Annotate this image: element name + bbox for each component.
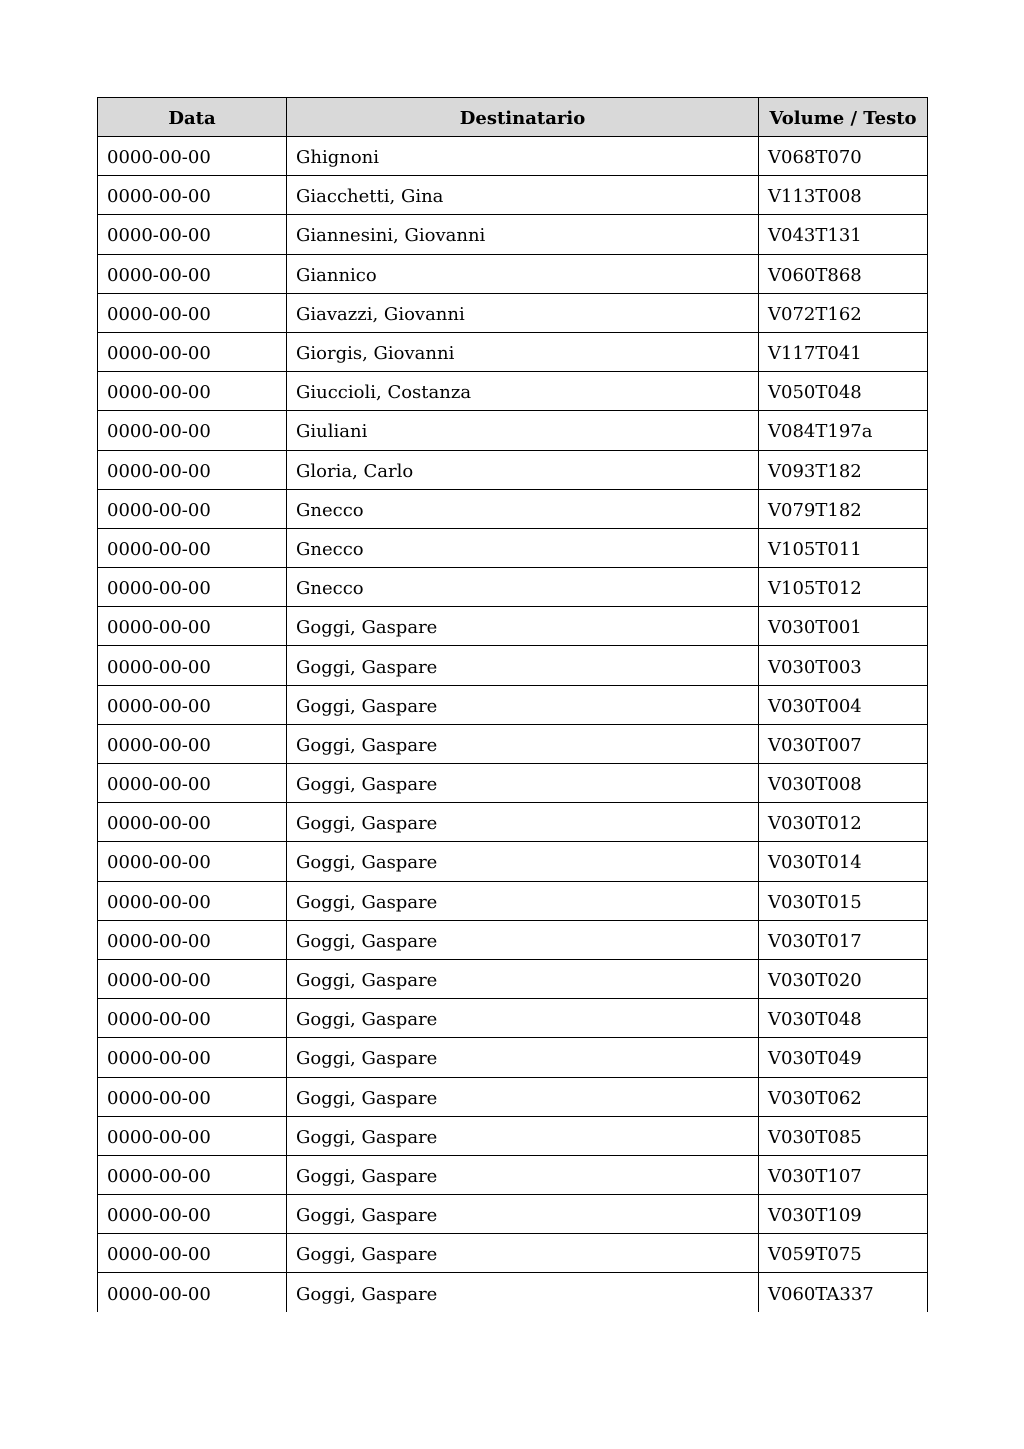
cell-recipient: Giavazzi, Giovanni	[287, 293, 759, 332]
cell-recipient: Giacchetti, Gina	[287, 176, 759, 215]
header-row	[98, 98, 928, 137]
table-row	[98, 881, 928, 920]
table-row	[98, 685, 928, 724]
table-body	[98, 137, 928, 1313]
cell-date: 0000-00-00	[98, 1077, 287, 1116]
cell-volume-text: V105T011	[759, 528, 928, 567]
cell-recipient: Gnecco	[287, 528, 759, 567]
cell-volume-text: V030T020	[759, 959, 928, 998]
cell-volume-text: V030T007	[759, 724, 928, 763]
cell-recipient: Goggi, Gaspare	[287, 999, 759, 1038]
cell-volume-text: V060T868	[759, 254, 928, 293]
cell-recipient: Gnecco	[287, 568, 759, 607]
cell-recipient: Goggi, Gaspare	[287, 1234, 759, 1273]
cell-recipient: Goggi, Gaspare	[287, 1038, 759, 1077]
cell-date: 0000-00-00	[98, 1195, 287, 1234]
table-row	[98, 1116, 928, 1155]
cell-volume-text: V030T008	[759, 764, 928, 803]
cell-date: 0000-00-00	[98, 1273, 287, 1312]
table-row	[98, 959, 928, 998]
table-row	[98, 450, 928, 489]
cell-volume-text: V059T075	[759, 1234, 928, 1273]
cell-date: 0000-00-00	[98, 920, 287, 959]
cell-date: 0000-00-00	[98, 450, 287, 489]
table-row	[98, 920, 928, 959]
cell-date: 0000-00-00	[98, 528, 287, 567]
cell-date: 0000-00-00	[98, 881, 287, 920]
cell-date: 0000-00-00	[98, 803, 287, 842]
cell-volume-text: V113T008	[759, 176, 928, 215]
cell-volume-text: V030T014	[759, 842, 928, 881]
cell-date: 0000-00-00	[98, 489, 287, 528]
table-row	[98, 999, 928, 1038]
cell-date: 0000-00-00	[98, 137, 287, 176]
table-row	[98, 646, 928, 685]
cell-volume-text: V105T012	[759, 568, 928, 607]
cell-date: 0000-00-00	[98, 293, 287, 332]
letters-table	[97, 97, 928, 1312]
table-row	[98, 1234, 928, 1273]
cell-volume-text: V079T182	[759, 489, 928, 528]
table-row	[98, 1195, 928, 1234]
cell-recipient: Giuliani	[287, 411, 759, 450]
header-recipient: Destinatario	[287, 98, 759, 137]
cell-volume-text: V030T107	[759, 1155, 928, 1194]
table-row	[98, 254, 928, 293]
cell-volume-text: V030T001	[759, 607, 928, 646]
cell-recipient: Giannesini, Giovanni	[287, 215, 759, 254]
cell-recipient: Gnecco	[287, 489, 759, 528]
table-row	[98, 215, 928, 254]
cell-volume-text: V068T070	[759, 137, 928, 176]
table-row	[98, 411, 928, 450]
cell-recipient: Goggi, Gaspare	[287, 646, 759, 685]
table-row	[98, 528, 928, 567]
table-row	[98, 372, 928, 411]
cell-recipient: Ghignoni	[287, 137, 759, 176]
table-row	[98, 137, 928, 176]
cell-date: 0000-00-00	[98, 372, 287, 411]
cell-recipient: Giuccioli, Costanza	[287, 372, 759, 411]
table-row	[98, 1273, 928, 1312]
cell-date: 0000-00-00	[98, 1038, 287, 1077]
cell-date: 0000-00-00	[98, 568, 287, 607]
table-row	[98, 332, 928, 371]
cell-date: 0000-00-00	[98, 999, 287, 1038]
cell-volume-text: V030T004	[759, 685, 928, 724]
cell-recipient: Goggi, Gaspare	[287, 1273, 759, 1312]
table-row	[98, 724, 928, 763]
cell-date: 0000-00-00	[98, 411, 287, 450]
cell-recipient: Goggi, Gaspare	[287, 881, 759, 920]
cell-date: 0000-00-00	[98, 1234, 287, 1273]
cell-volume-text: V030T015	[759, 881, 928, 920]
cell-recipient: Gloria, Carlo	[287, 450, 759, 489]
table-row	[98, 764, 928, 803]
cell-date: 0000-00-00	[98, 332, 287, 371]
cell-recipient: Goggi, Gaspare	[287, 959, 759, 998]
cell-date: 0000-00-00	[98, 764, 287, 803]
cell-volume-text: V030T085	[759, 1116, 928, 1155]
table-header	[98, 98, 928, 137]
cell-recipient: Goggi, Gaspare	[287, 1116, 759, 1155]
cell-volume-text: V060TA337	[759, 1273, 928, 1312]
cell-recipient: Goggi, Gaspare	[287, 1195, 759, 1234]
cell-date: 0000-00-00	[98, 842, 287, 881]
cell-volume-text: V030T062	[759, 1077, 928, 1116]
cell-volume-text: V030T048	[759, 999, 928, 1038]
cell-recipient: Goggi, Gaspare	[287, 1077, 759, 1116]
cell-date: 0000-00-00	[98, 607, 287, 646]
cell-date: 0000-00-00	[98, 254, 287, 293]
table-row	[98, 293, 928, 332]
cell-recipient: Goggi, Gaspare	[287, 685, 759, 724]
cell-volume-text: V072T162	[759, 293, 928, 332]
cell-date: 0000-00-00	[98, 959, 287, 998]
table-row	[98, 489, 928, 528]
cell-volume-text: V084T197a	[759, 411, 928, 450]
cell-recipient: Goggi, Gaspare	[287, 1155, 759, 1194]
table-row	[98, 1038, 928, 1077]
cell-date: 0000-00-00	[98, 646, 287, 685]
table-row	[98, 176, 928, 215]
table-row	[98, 607, 928, 646]
cell-date: 0000-00-00	[98, 176, 287, 215]
cell-recipient: Goggi, Gaspare	[287, 764, 759, 803]
cell-recipient: Goggi, Gaspare	[287, 803, 759, 842]
cell-volume-text: V030T109	[759, 1195, 928, 1234]
cell-recipient: Giorgis, Giovanni	[287, 332, 759, 371]
cell-date: 0000-00-00	[98, 1116, 287, 1155]
cell-volume-text: V030T049	[759, 1038, 928, 1077]
cell-recipient: Goggi, Gaspare	[287, 607, 759, 646]
cell-recipient: Giannico	[287, 254, 759, 293]
cell-volume-text: V093T182	[759, 450, 928, 489]
table-row	[98, 1077, 928, 1116]
cell-recipient: Goggi, Gaspare	[287, 920, 759, 959]
cell-volume-text: V030T012	[759, 803, 928, 842]
table-row	[98, 1155, 928, 1194]
cell-date: 0000-00-00	[98, 685, 287, 724]
cell-volume-text: V050T048	[759, 372, 928, 411]
cell-date: 0000-00-00	[98, 215, 287, 254]
header-volume-text: Volume / Testo	[759, 98, 928, 137]
cell-volume-text: V117T041	[759, 332, 928, 371]
cell-volume-text: V043T131	[759, 215, 928, 254]
cell-date: 0000-00-00	[98, 1155, 287, 1194]
table-row	[98, 568, 928, 607]
table-row	[98, 842, 928, 881]
cell-recipient: Goggi, Gaspare	[287, 842, 759, 881]
cell-date: 0000-00-00	[98, 724, 287, 763]
table-row	[98, 803, 928, 842]
cell-volume-text: V030T017	[759, 920, 928, 959]
header-date: Data	[98, 98, 287, 137]
cell-volume-text: V030T003	[759, 646, 928, 685]
cell-recipient: Goggi, Gaspare	[287, 724, 759, 763]
